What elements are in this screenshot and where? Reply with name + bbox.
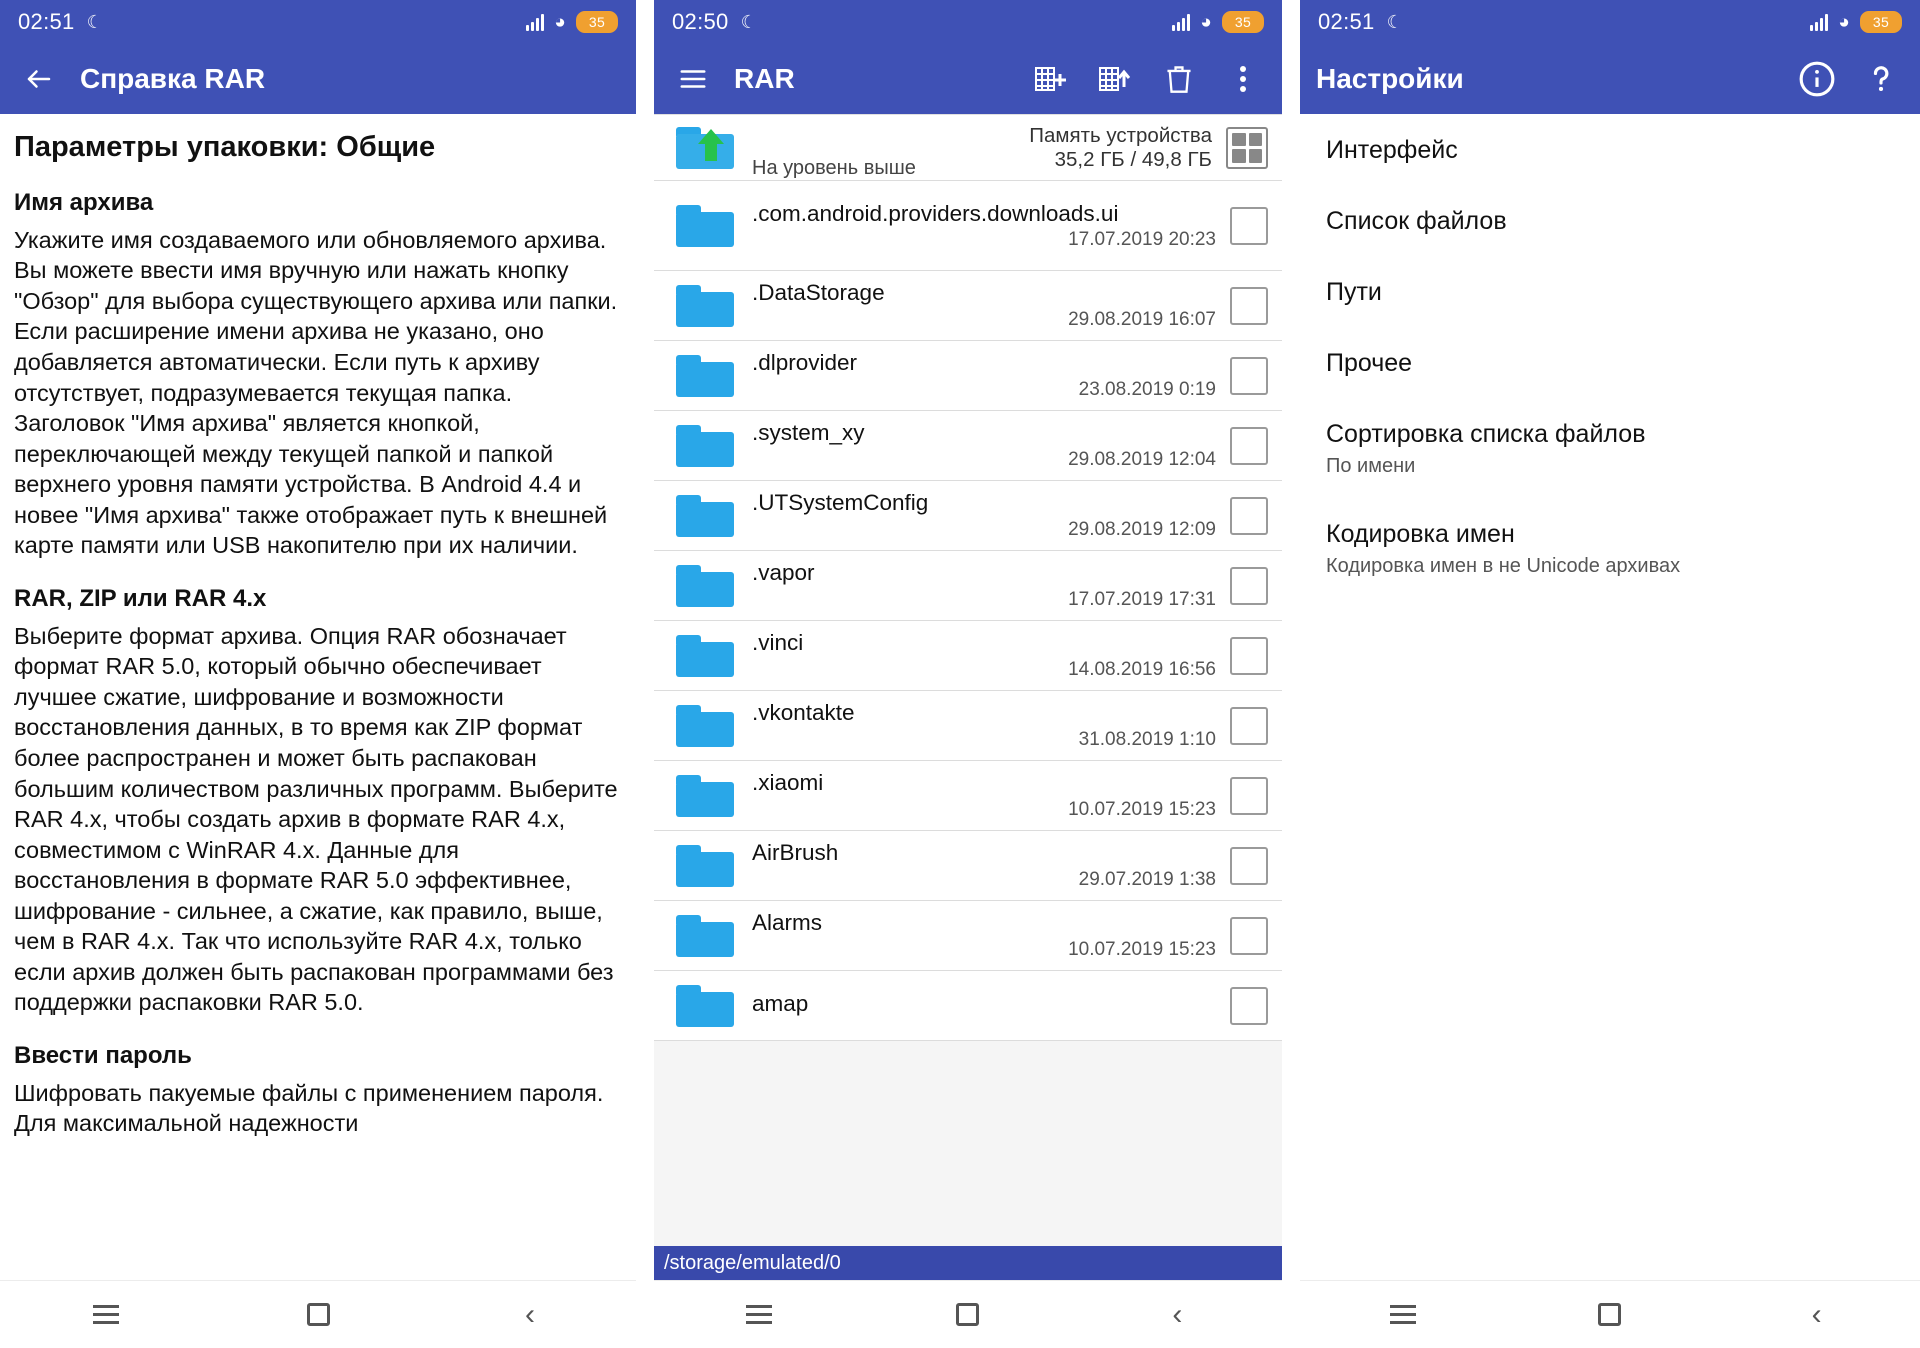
settings-item-sorting[interactable] — [1300, 398, 1920, 498]
file-date: 17.07.2019 17:31 — [1068, 588, 1216, 610]
table-row[interactable] — [654, 621, 1282, 691]
table-row[interactable] — [654, 271, 1282, 341]
row-checkbox[interactable] — [1230, 357, 1268, 395]
grid-view-icon[interactable] — [1226, 127, 1268, 169]
settings-list[interactable] — [1300, 114, 1920, 1348]
table-row[interactable] — [654, 971, 1282, 1041]
info-icon[interactable] — [1794, 56, 1840, 102]
row-checkbox[interactable] — [1230, 497, 1268, 535]
moon-icon: ☾ — [740, 11, 757, 32]
wifi-icon: ◕ — [554, 11, 566, 33]
section-body-3: Шифровать пакуемые файлы с применением пароля. Для максимальной надежности — [14, 1079, 604, 1137]
settings-item-file-list[interactable] — [1300, 185, 1920, 256]
moon-icon: ☾ — [86, 11, 103, 32]
section-heading-3: Ввести пароль — [14, 1041, 192, 1069]
folder-icon — [676, 983, 738, 1029]
row-checkbox[interactable] — [1230, 847, 1268, 885]
table-row[interactable] — [654, 691, 1282, 761]
row-checkbox[interactable] — [1230, 427, 1268, 465]
status-bar-help — [0, 0, 636, 44]
overflow-menu-icon[interactable] — [1220, 56, 1266, 102]
system-nav-bar-help — [0, 1280, 636, 1348]
file-date: 31.08.2019 1:10 — [1078, 728, 1216, 750]
menu-icon[interactable] — [729, 1295, 789, 1335]
storage-value: 35,2 ГБ / 49,8 ГБ — [1054, 147, 1212, 171]
row-checkbox[interactable] — [1230, 287, 1268, 325]
file-name: .xiaomi — [752, 770, 824, 796]
file-name: Alarms — [752, 910, 823, 936]
signal-icon — [1810, 13, 1828, 31]
current-path-bar — [654, 1246, 1282, 1280]
settings-app-bar — [1300, 44, 1920, 114]
status-clock: 02:50 — [672, 9, 729, 34]
wifi-icon: ◕ — [1838, 11, 1850, 33]
folder-icon — [676, 423, 738, 469]
settings-item-name-encoding[interactable] — [1300, 498, 1920, 598]
system-nav-bar-settings — [1300, 1280, 1920, 1348]
back-chevron-icon[interactable]: ‹ — [1811, 1297, 1822, 1331]
settings-item-paths[interactable] — [1300, 256, 1920, 327]
folder-icon — [676, 353, 738, 399]
settings-item-value: По имени — [1326, 455, 1416, 477]
table-row[interactable] — [654, 901, 1282, 971]
wifi-icon: ◕ — [1200, 11, 1212, 33]
moon-icon: ☾ — [1386, 11, 1403, 32]
help-title: Справка RAR — [80, 63, 266, 94]
storage-label: Память устройства — [1029, 123, 1212, 147]
settings-title: Настройки — [1316, 63, 1464, 94]
file-name: amap — [752, 991, 809, 1017]
settings-screen — [1300, 0, 1920, 1348]
help-document — [0, 114, 636, 1348]
parent-directory-label: На уровень выше — [752, 157, 916, 179]
settings-item-label: Список файлов — [1326, 207, 1507, 235]
table-row[interactable] — [654, 481, 1282, 551]
file-name: AirBrush — [752, 840, 839, 866]
folder-icon — [676, 203, 738, 249]
status-bar-settings — [1300, 0, 1920, 44]
help-app-bar — [0, 44, 636, 114]
back-chevron-icon[interactable]: ‹ — [1172, 1297, 1183, 1331]
page-title: Параметры упаковки: Общие — [14, 131, 436, 163]
file-browser-screen — [654, 0, 1282, 1348]
table-row[interactable] — [654, 411, 1282, 481]
files-title: RAR — [734, 63, 795, 94]
add-to-archive-icon[interactable] — [1028, 56, 1074, 102]
file-date: 29.08.2019 12:09 — [1068, 518, 1216, 540]
file-date: 10.07.2019 15:23 — [1068, 938, 1216, 960]
section-heading-2: RAR, ZIP или RAR 4.x — [14, 584, 267, 612]
folder-icon — [676, 773, 738, 819]
row-checkbox[interactable] — [1230, 207, 1268, 245]
section-body-2: Выберите формат архива. Опция RAR обозначает формат RAR 5.0, который обычно обеспечивает лучшее сжатие, шифрование и возможности восстановления данных, в то время как ZIP формат более распространен и может быть распакован большим количеством различных программ. Выберите RAR 4.x, чтобы создать архив в формате RAR 4.x, совместимом с WinRAR 4.x. Данные для восстановления в формате RAR 5.0 эффективнее, шифрование - сильнее, а сжатие, как правило, выше, чем в RAR 4.x. Так что используйте RAR 4.x, только если архив должен быть распакован программами без поддержки распаковки RAR 5.0. — [14, 622, 618, 1016]
signal-icon — [1172, 13, 1190, 31]
menu-icon[interactable] — [76, 1295, 136, 1335]
battery-indicator: 35 — [1222, 11, 1264, 33]
section-body-1: Укажите имя создаваемого или обновляемого архива. Вы можете ввести имя вручную или нажать кнопку "Обзор" для выбора существующего архива или папки. Если расширение имени архива не указано, оно добавляется автоматически. Если путь к архиву отсутствует, подразумевается текущая папка. Заголовок "Имя архива" является кнопкой, переключающей между текущей папкой и папкой верхнего уровня памяти устройства. В Android 4.4 и новее "Имя архива" также отображает путь к внешней карте памяти или USB накопителю при их наличии. — [14, 226, 618, 559]
settings-item-label: Кодировка имен — [1326, 520, 1515, 548]
folder-icon — [676, 633, 738, 679]
file-name: .vinci — [752, 630, 804, 656]
battery-indicator: 35 — [576, 11, 618, 33]
file-date: 14.08.2019 16:56 — [1068, 658, 1216, 680]
extract-archive-icon[interactable] — [1092, 56, 1138, 102]
file-name: .vapor — [752, 560, 815, 586]
panel-divider-2 — [1282, 0, 1300, 1348]
current-path: /storage/emulated/0 — [664, 1251, 841, 1274]
row-checkbox[interactable] — [1230, 637, 1268, 675]
file-name: .UTSystemConfig — [752, 490, 929, 516]
arrow-back-icon[interactable] — [16, 56, 62, 102]
home-square-icon[interactable] — [1580, 1295, 1640, 1335]
file-date: 29.08.2019 12:04 — [1068, 448, 1216, 470]
file-name: .DataStorage — [752, 280, 885, 306]
back-chevron-icon[interactable]: ‹ — [525, 1297, 535, 1331]
folder-icon — [676, 493, 738, 539]
row-checkbox[interactable] — [1230, 707, 1268, 745]
settings-item-label: Интерфейс — [1326, 136, 1458, 164]
file-name: .dlprovider — [752, 350, 858, 376]
table-row[interactable] — [654, 831, 1282, 901]
file-list[interactable] — [654, 114, 1282, 1274]
help-icon[interactable] — [1858, 56, 1904, 102]
file-date: 23.08.2019 0:19 — [1078, 378, 1216, 400]
folder-icon — [676, 563, 738, 609]
folder-icon — [676, 703, 738, 749]
panel-divider-1 — [636, 0, 654, 1348]
settings-item-label: Прочее — [1326, 349, 1413, 377]
settings-item-misc[interactable] — [1300, 327, 1920, 398]
settings-item-value: Кодировка имен в не Unicode архивах — [1326, 555, 1681, 577]
table-row[interactable] — [654, 181, 1282, 271]
row-parent-directory[interactable] — [654, 115, 1282, 181]
file-date: 29.08.2019 16:07 — [1068, 308, 1216, 330]
settings-item-interface[interactable] — [1300, 114, 1920, 185]
file-name: .system_xy — [752, 420, 865, 446]
home-square-icon[interactable] — [288, 1295, 348, 1335]
file-date: 29.07.2019 1:38 — [1078, 868, 1216, 890]
menu-icon[interactable] — [1373, 1295, 1433, 1335]
folder-up-icon — [676, 125, 738, 171]
table-row[interactable] — [654, 341, 1282, 411]
battery-indicator: 35 — [1860, 11, 1902, 33]
folder-icon — [676, 913, 738, 959]
folder-icon — [676, 283, 738, 329]
settings-item-label: Пути — [1326, 278, 1382, 306]
hamburger-icon[interactable] — [670, 56, 716, 102]
file-date: 17.07.2019 20:23 — [1068, 229, 1216, 250]
home-square-icon[interactable] — [938, 1295, 998, 1335]
files-app-bar — [654, 44, 1282, 114]
settings-item-label: Сортировка списка файлов — [1326, 420, 1646, 448]
table-row[interactable] — [654, 551, 1282, 621]
row-checkbox[interactable] — [1230, 777, 1268, 815]
row-checkbox[interactable] — [1230, 567, 1268, 605]
system-nav-bar-files — [654, 1280, 1282, 1348]
status-clock: 02:51 — [18, 9, 75, 34]
status-clock: 02:51 — [1318, 9, 1375, 34]
section-heading-1: Имя архива — [14, 188, 154, 216]
file-name: .com.android.providers.downloads.ui — [752, 201, 1119, 226]
signal-icon — [526, 13, 544, 31]
status-bar-files — [654, 0, 1282, 44]
help-screen — [0, 0, 636, 1348]
table-row[interactable] — [654, 761, 1282, 831]
delete-icon[interactable] — [1156, 56, 1202, 102]
row-checkbox[interactable] — [1230, 987, 1268, 1025]
file-name: .vkontakte — [752, 700, 855, 726]
folder-icon — [676, 843, 738, 889]
file-date: 10.07.2019 15:23 — [1068, 798, 1216, 820]
row-checkbox[interactable] — [1230, 917, 1268, 955]
